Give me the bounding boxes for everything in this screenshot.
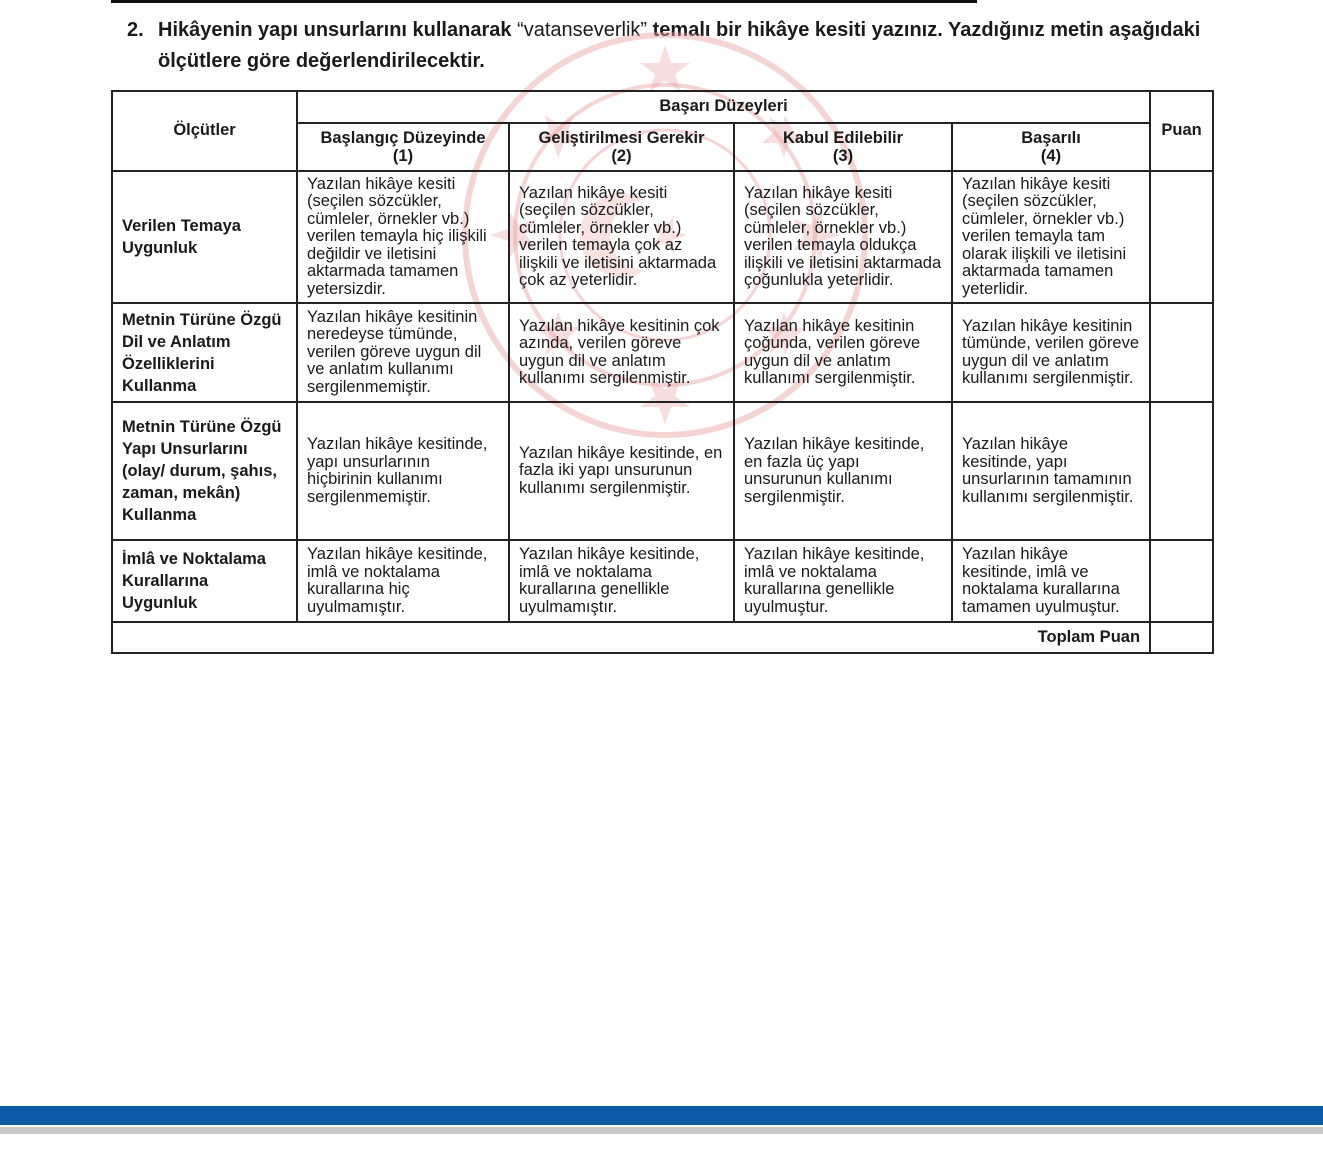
criterion-cell: Metnin Türüne Özgü Yapı Unsurlarını (olay/ durum, şahıs, zaman, mekân) Kullanma — [112, 402, 297, 540]
level-score: (3) — [832, 147, 854, 165]
level-name: Başarılı — [1021, 129, 1081, 147]
score-cell[interactable] — [1150, 540, 1213, 622]
top-divider — [111, 0, 977, 3]
level-header — [734, 123, 952, 171]
level-header — [952, 123, 1150, 171]
question-number: 2. — [127, 19, 144, 41]
descriptor-cell: Yazılan hikâye kesitinde, imlâ ve noktalama kurallarına tamamen uyulmuştur. — [952, 540, 1150, 622]
table-header-row — [112, 91, 1213, 123]
level-score: (1) — [392, 147, 414, 165]
descriptor-cell: Yazılan hikâye kesitinin çoğunda, verilen göreve uygun dil ve anlatım kullanımı sergilenmiştir. — [734, 303, 952, 402]
table-row — [112, 171, 1213, 303]
descriptor-cell: Yazılan hikâye kesitinde, yapı unsurlarının hiçbirinin kullanımı sergilenmemiştir. — [297, 402, 509, 540]
level-name: Kabul Edilebilir — [782, 129, 904, 147]
total-row — [112, 622, 1213, 653]
table-row — [112, 540, 1213, 622]
total-score-label: Toplam Puan — [112, 622, 1150, 653]
question-prompt — [127, 15, 1227, 77]
score-cell[interactable] — [1150, 303, 1213, 402]
descriptor-cell: Yazılan hikâye kesitinde, imlâ ve noktalama kurallarına hiç uyulmamıştır. — [297, 540, 509, 622]
level-header — [297, 123, 509, 171]
table-row — [112, 402, 1213, 540]
descriptor-cell: Yazılan hikâye kesitinde, imlâ ve noktalama kurallarına genellikle uyulmuştur. — [734, 540, 952, 622]
question-text-part2: temalı bir hikâye kesiti yazınız. Yazdığınız metin aşağıdaki ölçütlere göre değerlendirilecektir. — [158, 19, 1201, 72]
criteria-header: Ölçütler — [112, 91, 297, 171]
descriptor-cell: Yazılan hikâye kesitinde, en fazla iki yapı unsurunun kullanımı sergilenmiştir. — [509, 402, 734, 540]
footer-line — [0, 1127, 1323, 1134]
descriptor-cell: Yazılan hikâye kesitinin tümünde, verilen göreve uygun dil ve anlatım kullanımı sergilenmiştir. — [952, 303, 1150, 402]
descriptor-cell: Yazılan hikâye kesiti (seçilen sözcükler, cümleler, örnekler vb.) verilen temayla tam olarak ilişkili ve iletisini aktarmada tamamen yeterlidir. — [952, 171, 1150, 303]
descriptor-cell: Yazılan hikâye kesitinde, en fazla üç yapı unsurunun kullanımı sergilenmiştir. — [734, 402, 952, 540]
descriptor-cell: Yazılan hikâye kesitinde, imlâ ve noktalama kurallarına genellikle uyulmamıştır. — [509, 540, 734, 622]
question-text — [158, 15, 1227, 77]
criterion-cell: Metnin Türüne Özgü Dil ve Anlatım Özelliklerini Kullanma — [112, 303, 297, 402]
descriptor-cell: Yazılan hikâye kesitinin çok azında, verilen göreve uygun dil ve anlatım kullanımı sergilenmiştir. — [509, 303, 734, 402]
descriptor-cell: Yazılan hikâye kesiti (seçilen sözcükler, cümleler, örnekler vb.) verilen temayla oldukça ilişkili ve iletisini aktarmada çoğunlukla yeterlidir. — [734, 171, 952, 303]
question-theme: “vatanseverlik” — [517, 19, 648, 41]
descriptor-cell: Yazılan hikâye kesiti (seçilen sözcükler, cümleler, örnekler vb.) verilen temayla çok az ilişkili ve iletisini aktarmada çok az yeterlidir. — [509, 171, 734, 303]
criterion-cell: Verilen Temaya Uygunluk — [112, 171, 297, 303]
level-score: (2) — [611, 147, 632, 165]
level-name: Başlangıç Düzeyinde — [320, 129, 486, 147]
score-cell[interactable] — [1150, 171, 1213, 303]
level-name: Geliştirilmesi Gerekir — [538, 129, 705, 147]
levels-header: Başarı Düzeyleri — [297, 91, 1150, 123]
assessment-rubric-table — [111, 90, 1214, 654]
descriptor-cell: Yazılan hikâye kesitinde, yapı unsurlarının tamamının kullanımı sergilenmiştir. — [952, 402, 1150, 540]
table-row — [112, 303, 1213, 402]
descriptor-cell: Yazılan hikâye kesiti (seçilen sözcükler, cümleler, örnekler vb.) verilen temayla hiç ilişkili değildir ve iletisini aktarmada tamamen yetersizdir. — [297, 171, 509, 303]
level-score: (4) — [1040, 147, 1062, 165]
criterion-cell: İmlâ ve Noktalama Kurallarına Uygunluk — [112, 540, 297, 622]
footer-band — [0, 1106, 1323, 1125]
level-header — [509, 123, 734, 171]
descriptor-cell: Yazılan hikâye kesitinin neredeyse tümünde, verilen göreve uygun dil ve anlatım kullanımı sergilenmemiştir. — [297, 303, 509, 402]
score-header: Puan — [1150, 91, 1213, 171]
score-cell[interactable] — [1150, 402, 1213, 540]
total-score-cell[interactable] — [1150, 622, 1213, 653]
question-text-part1: Hikâyenin yapı unsurlarını kullanarak — [158, 19, 512, 41]
